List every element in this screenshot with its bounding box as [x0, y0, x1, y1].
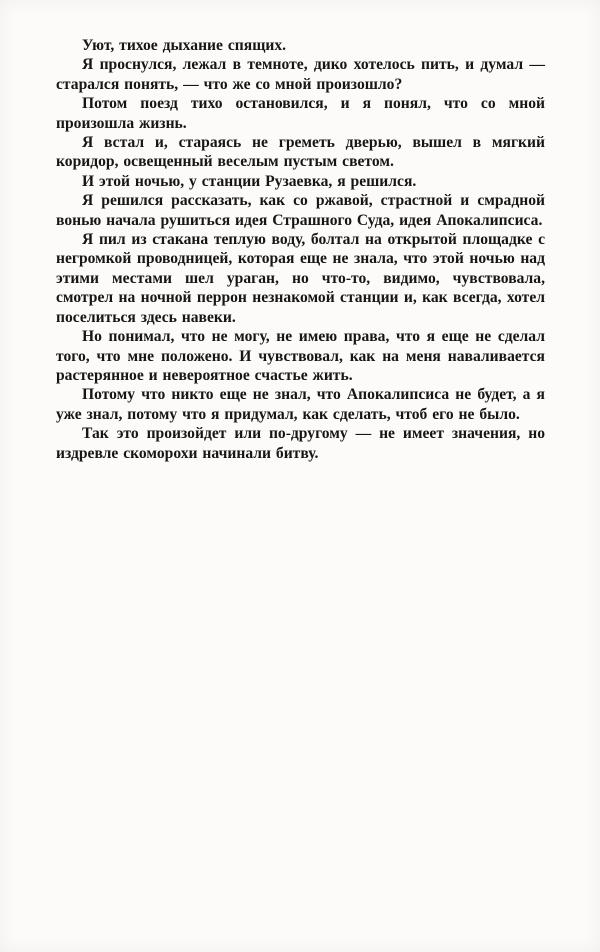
paragraph: Потом поезд тихо остановился, и я понял, что со мной произошла жизнь. [56, 95, 545, 132]
paragraph: Но понимал, что не могу, не имею права, что я еще не сделал того, что мне положено. И чувствовал, как на меня наваливается растерянное и невероятное счастье жить. [56, 328, 545, 384]
paragraph: Я встал и, стараясь не греметь дверью, вышел в мягкий коридор, освещенный веселым пустым светом. [56, 134, 545, 171]
paragraph: Я проснулся, лежал в темноте, дико хотелось пить, и думал — старался понять, — что же со мной произошло? [56, 56, 545, 93]
paragraph: Потому что никто еще не знал, что Апокалипсиса не будет, а я уже знал, потому что я придумал, как сделать, чтоб его не было. [56, 386, 545, 423]
paragraph: Я решился рассказать, как со ржавой, страстной и смрадной вонью начала рушиться идея Страшного Суда, идея Апокалипсиса. [56, 192, 545, 229]
paragraph: И этой ночью, у станции Рузаевка, я решился. [82, 172, 417, 190]
paragraph: Так это произойдет или по-другому — не имеет значения, но издревле скоморохи начинали битву. [56, 425, 545, 462]
paragraph: Я пил из стакана теплую воду, болтал на открытой площадке с негромкой проводницей, которая еще не знала, что этой ночью над этими местами шел ураган, но что-то, видимо, чувствовала, смотрел на ночной перрон незнакомой станции и, как всегда, хотел поселиться здесь навеки. [56, 231, 545, 326]
text-block [56, 36, 545, 463]
paragraph: Уют, тихое дыхание спящих. [82, 37, 287, 54]
